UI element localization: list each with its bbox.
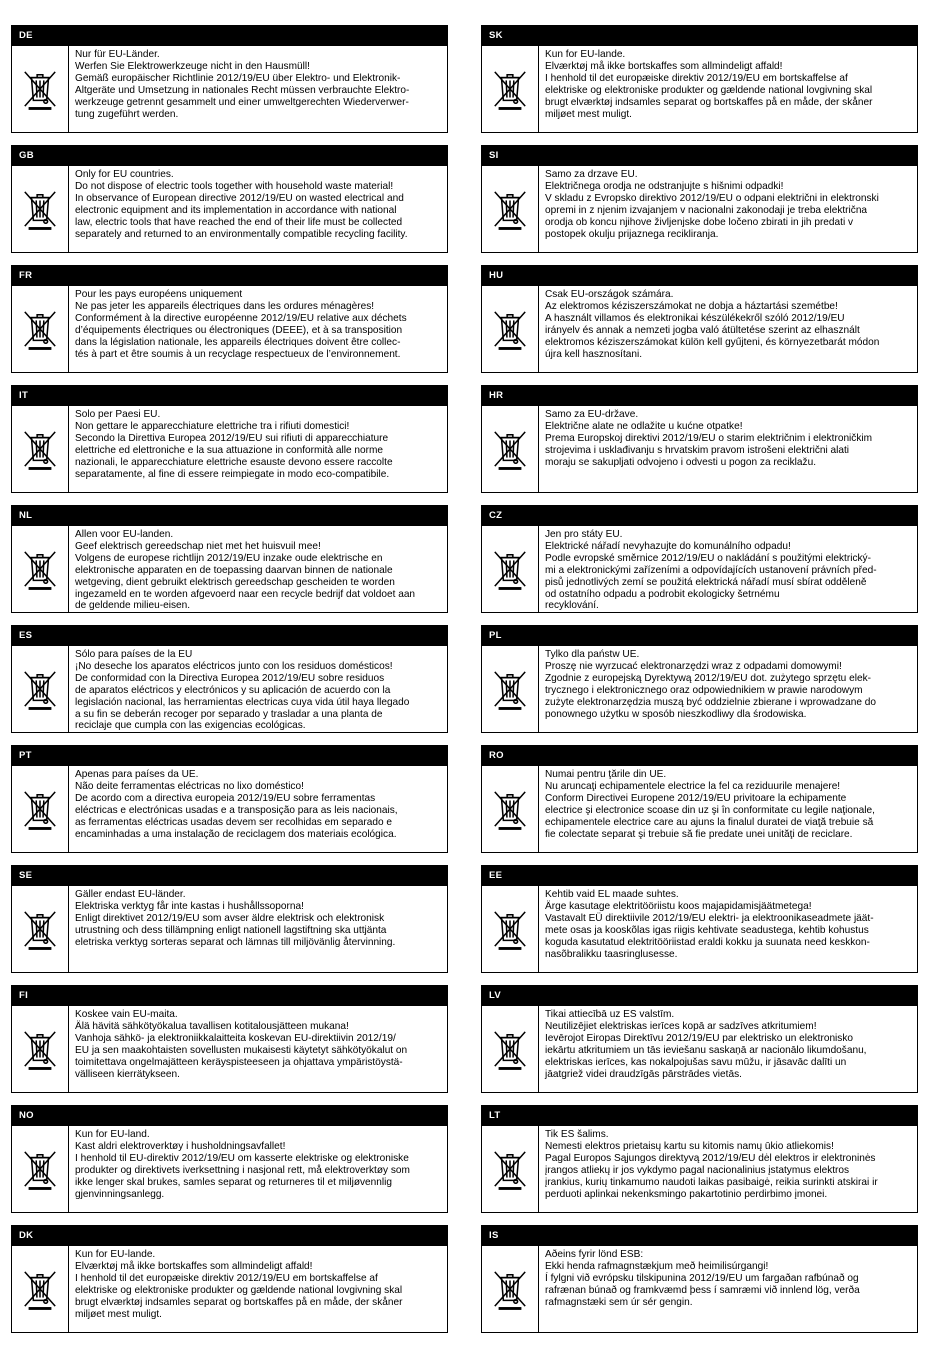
notice-text <box>69 46 447 132</box>
weee-section-es <box>11 625 448 733</box>
country-code: HR <box>482 385 917 406</box>
notice-text <box>69 286 447 372</box>
crossed-bin-icon <box>482 646 539 732</box>
country-code: FI <box>12 985 447 1006</box>
notice-paragraph: Gäller endast EU-länder. Elektriska verktyg får inte kastas i hushållssoporna! Enligt direktivet 2012/19/EU som avser äldre elektrisk och elektronisk utrustning och dess tillämpning enligt nationell lagstiftning ska uttjänta eletriska verktyg sorteras separat och lämnas till miljövänlig återvinning. <box>75 889 396 948</box>
weee-section-ro <box>481 745 918 853</box>
notice-text <box>539 646 917 732</box>
crossed-bin-icon <box>12 526 69 612</box>
notice-paragraph: Kun for EU-lande. Elværktøj må ikke bortskaffes som allmindeligt affald! I henhold til det europæiske direktiv 2012/19/EU em bortskaffelse af elektriske og elektroniske produkter og gældende national lovgivning skal brugt elværktøj indsamles separat og bortskaffes på en måde, der skåner miljøet mest muligt. <box>75 1249 403 1320</box>
notice-text <box>539 526 917 612</box>
notice-paragraph: Apenas para países da UE. Não deite ferramentas eléctricas no lixo doméstico! De acordo com a directiva europeia 2012/19/EU sobre ferramentas eléctricas e electrónicas usadas e a transposição para as leis nacionais, as ferramentas eléctricas usadas devem ser recolhidas em separado e encaminhadas a uma instalação de reciclagem dos materiais ecológica. <box>75 769 398 840</box>
weee-section-hu <box>481 265 918 373</box>
weee-section-ee <box>481 865 918 973</box>
notice-paragraph: Samo za EU-države. Električne alate ne odlažite u kućne otpatke! Prema Europskoj direktivi 2012/19/EU o starim električnim i elektroničkim strojevima i usklađivanju s hrvatskim pravom istrošeni električni alati moraju se sakupljati odvojeno i odvesti u pogon za reciklažu. <box>545 409 873 468</box>
left-column <box>11 25 448 1345</box>
crossed-bin-icon <box>12 1246 69 1332</box>
weee-section-dk <box>11 1225 448 1333</box>
notice-text <box>69 1126 447 1212</box>
weee-section-gb <box>11 145 448 253</box>
weee-section-se <box>11 865 448 973</box>
crossed-bin-icon <box>482 766 539 852</box>
crossed-bin-icon <box>482 526 539 612</box>
weee-section-is <box>481 1225 918 1333</box>
country-code: CZ <box>482 505 917 526</box>
notice-text <box>539 766 917 852</box>
notice-paragraph: Solo per Paesi EU. Non gettare le apparecchiature elettriche tra i rifiuti domestici! Secondo la Direttiva Europea 2012/19/EU sui rifiuti di apparecchiature elettriche ed elettroniche e la sua attuazione in conformità alle norme nazionali, le apparecchiature elettriche esauste devono essere raccolte separatamente, al fine di essere reimpiegate in modo eco-compatibile. <box>75 409 393 480</box>
notice-text <box>69 406 447 492</box>
notice-text <box>69 766 447 852</box>
weee-section-cz <box>481 505 918 613</box>
notice-text <box>539 406 917 492</box>
notice-text <box>69 886 447 972</box>
country-code: DK <box>12 1225 447 1246</box>
notice-paragraph: Kun for EU-lande. Elværktøj må ikke bortskaffes som allmindeligt affald! I henhold til det europæiske direktiv 2012/19/EU em bortskaffelse af elektriske og elektroniske produkter og gældende national lovgivning skal brugt elværktøj indsamles separat og bortskaffes på en måde, der skåner miljøet mest muligt. <box>545 49 873 120</box>
notice-text <box>539 1246 917 1332</box>
country-code: EE <box>482 865 917 886</box>
country-code: NL <box>12 505 447 526</box>
notice-paragraph: Pour les pays européens uniquement Ne pas jeter les appareils électriques dans les ordures ménagères! Conformément à la directive européenne 2012/19/EU relative aux déchets d’équipements électriques ou électroniques (DEEE), et à sa transposition dans la législation nationale, les appareils électriques doivent être collec- tés à part et être soumis à un recyclage respectueux de l’environnement. <box>75 289 407 360</box>
crossed-bin-icon <box>12 886 69 972</box>
weee-section-no <box>11 1105 448 1213</box>
notice-paragraph: Jen pro státy EU. Elektrické nářadí nevyhazujte do komunálního odpadu! Podle evropské směrnice 2012/19/EU o nakládání s použitými elektrický- mi a elektronickými zařízeními a odpovídajících ustanovení právních před- pisů jednotlivých zemí se použitá elektrická nářadí musí sbírat odděleně od ostatního odpadu a podrobit ekologicky šetrnému recyklování. <box>545 529 877 612</box>
crossed-bin-icon <box>482 286 539 372</box>
notice-text <box>69 166 447 252</box>
crossed-bin-icon <box>12 286 69 372</box>
weee-section-de <box>11 25 448 133</box>
notice-paragraph: Kehtib vaid EL maade suhtes. Ärge kasutage elektritööriistu koos majapidamisjäätmetega! Vastavalt EÜ direktiivile 2012/19/EU elektri- ja elektroonikaseadmete jäät- mete osas ja kooskõlas igas riigis kehtivate seadustega, kehtib kohustus koguda kasutatud elektritööriistad eraldi kokku ja suunata need keskkon- nasõbralikku taasringlusesse. <box>545 889 874 960</box>
country-code: ES <box>12 625 447 646</box>
country-code: GB <box>12 145 447 166</box>
weee-section-fr <box>11 265 448 373</box>
notice-text <box>539 286 917 372</box>
notice-text <box>539 1126 917 1212</box>
weee-section-it <box>11 385 448 493</box>
country-code: LV <box>482 985 917 1006</box>
notice-paragraph: Tikai attiecībā uz ES valstīm. Neutilizējiet elektriskas ierīces kopā ar sadzīves atkritumiem! Ievērojot Eiropas Direktīvu 2012/19/EU par elektrisko un elektronisko iekārtu atkritumiem un tās ieviešanu saskaņā ar nacionālo likumdošanu, elektriskas ierīces, kas nokalpojušas savu mūžu, ir jāsavāc dalīti un jāatgriež videi draudzīgās pārstrādes vietās. <box>545 1009 867 1080</box>
country-code: PL <box>482 625 917 646</box>
crossed-bin-icon <box>482 166 539 252</box>
weee-section-hr <box>481 385 918 493</box>
notice-text <box>539 46 917 132</box>
country-code: SK <box>482 25 917 46</box>
weee-section-sk <box>481 25 918 133</box>
notice-text <box>539 886 917 972</box>
crossed-bin-icon <box>482 886 539 972</box>
crossed-bin-icon <box>12 646 69 732</box>
country-code: IT <box>12 385 447 406</box>
right-column <box>481 25 918 1345</box>
crossed-bin-icon <box>12 46 69 132</box>
notice-paragraph: Kun for EU-land. Kast aldri elektroverktøy i husholdningsavfallet! I henhold til EU-direktiv 2012/19/EU om kasserte elektriske og elektroniske produkter og direktivets iverksettning i nasjonal rett, må elektroverktøy som ikke lenger skal brukes, samles separat og returneres til et miljøvennlig gjenvinningsanlegg. <box>75 1129 410 1200</box>
notice-text <box>539 1006 917 1092</box>
country-code: PT <box>12 745 447 766</box>
notice-text <box>69 1246 447 1332</box>
country-code: LT <box>482 1105 917 1126</box>
notice-paragraph: Csak EU-országok számára. Az elektromos kéziszerszámokat ne dobja a háztartási szemétbe! A használt villamos és elektronikai készülékekről szóló 2012/19/EU irányelv és annak a nemzeti jogba való átültetése szerint az elhasznált elektromos kéziszerszámokat külön kell gyűjteni, és környezetbarát módon újra kell hasznosítani. <box>545 289 880 360</box>
notice-paragraph: Nur für EU-Länder. Werfen Sie Elektrowerkzeuge nicht in den Hausmüll! Gemäß europäischer Richtlinie 2012/19/EU über Elektro- und Elektronik- Altgeräte und Umsetzung in nationales Recht müssen verbrauchte Elektro- werkzeuge getrennt gesammelt und einer umweltgerechten Wiederverwer- tung zugeführt werden. <box>75 49 410 120</box>
weee-section-fi <box>11 985 448 1093</box>
notice-paragraph: Tik ES šalims. Nemesti elektros prietaisų kartu su kitomis namų ūkio atliekomis! Pagal Europos Sąjungos direktyvą 2012/19/EU dėl elektros ir elektroninės įrangos atliekų ir jos vykdymo pagal nacionalinius įstatymus elektros įrankius, kurių tinkamumo naudoti laikas pasibaigė, reikia surinkti atskirai ir perduoti aplinkai nekenksmingo pakartotinio perdirbimo įmonei. <box>545 1129 878 1200</box>
country-code: RO <box>482 745 917 766</box>
crossed-bin-icon <box>482 1006 539 1092</box>
notice-text <box>539 166 917 252</box>
crossed-bin-icon <box>482 1246 539 1332</box>
weee-section-pt <box>11 745 448 853</box>
crossed-bin-icon <box>12 166 69 252</box>
notice-text <box>69 646 447 732</box>
notice-paragraph: Allen voor EU-landen. Geef elektrisch gereedschap niet met het huisvuil mee! Volgens de europese richtlijn 2012/19/EU inzake oude elektrische en elektronische apparaten en de toepassing daarvan binnen de nationale wetgeving, dient gebruikt elektrisch gereedschap gescheiden te worden ingezameld en te worden afgevoerd naar een recycle bedrijf dat voldoet aan de geldende milieu-eisen. <box>75 529 416 612</box>
notice-paragraph: Samo za drzave EU. Električnega orodja ne odstranjujte s hišnimi odpadki! V skladu z Evropsko direktivo 2012/19/EU o odpani električni in elektronski opremi in z njenim izvajanjem v nacionalni zakonodaji je treba električna orodja ob koncu njihove življenjske dobe ločeno zbirati in jih predati v postopek okulju prijaznega recikliranja. <box>545 169 879 240</box>
crossed-bin-icon <box>12 406 69 492</box>
country-code: HU <box>482 265 917 286</box>
country-code: DE <box>12 25 447 46</box>
weee-section-lv <box>481 985 918 1093</box>
notice-paragraph: Aðeins fyrir lönd ESB: Ekki henda rafmagnstækjum með heimilisúrgangi! Í fylgni við evrópsku tilskipunina 2012/19/EU um fargaðan rafbúnað og rafrænan búnað og framkvæmd þess í samræmi við innlend lög, verða rafmagnstæki sem úr sér gengin. <box>545 1249 860 1308</box>
country-code: SE <box>12 865 447 886</box>
notice-text <box>69 1006 447 1092</box>
crossed-bin-icon <box>482 46 539 132</box>
country-code: NO <box>12 1105 447 1126</box>
crossed-bin-icon <box>482 406 539 492</box>
crossed-bin-icon <box>12 1006 69 1092</box>
crossed-bin-icon <box>12 1126 69 1212</box>
notice-text <box>69 526 447 612</box>
weee-section-nl <box>11 505 448 613</box>
weee-section-si <box>481 145 918 253</box>
country-code: FR <box>12 265 447 286</box>
notice-paragraph: Koskee vain EU-maita. Älä hävitä sähkötyökalua tavallisen kotitalousjätteen mukana! Vanhoja sähkö- ja elektroniikkalaitteita koskevan EU-direktiivin 2012/19/ EU ja sen maakohtaisten sovellusten mukaisesti käytetyt sähkötyökalut on toimitettava ongelmajätteen keräyspisteeseen ja ohjattava ympäristöystä- välliseen kierrätykseen. <box>75 1009 408 1080</box>
crossed-bin-icon <box>482 1126 539 1212</box>
country-code: SI <box>482 145 917 166</box>
notice-paragraph: Only for EU countries. Do not dispose of electric tools together with household waste material! In observance of European directive 2012/19/EU on wasted electrical and electronic equipment and its implementation in accordance with national law, electric tools that have reached the end of their life must be collected separately and returned to an environmentally compatible recycling facility. <box>75 169 408 240</box>
notice-paragraph: Tylko dla państw UE. Proszę nie wyrzucać elektronarzędzi wraz z odpadami domowymi! Zgodnie z europejską Dyrektywą 2012/19/EU dot. zużytego sprzętu elek- trycznego i elektronicznego oraz odpowiednikiem w prawie narodowym zużyte elektronarzędzia muszą być oddzielnie zbierane i wprowadzane do ponownego użytku w sposób nieszkodliwy dla środowiska. <box>545 649 877 720</box>
crossed-bin-icon <box>12 766 69 852</box>
notice-paragraph: Numai pentru ţările din UE. Nu aruncaţi echipamentele electrice la fel ca reziduurile menajere! Conform Directivei Europene 2012/19/EU privitoare la echipamente electrice şi electronice scoase din uz şi în conformitate cu legile naţionale, echipamentele electrice care au ajuns la finalul duratei de viaţă trebuie să fie colectate separat şi trebuie să fie predate unei unităţi de reciclare. <box>545 769 875 840</box>
weee-section-lt <box>481 1105 918 1213</box>
weee-section-pl <box>481 625 918 733</box>
notice-paragraph: Sólo para países de la EU ¡No deseche los aparatos eléctricos junto con los residuos domésticos! De conformidad con la Directiva Europea 2012/19/EU sobre residuos de aparatos eléctricos y electrónicos y su aplicación de acuerdo con la legislación nacional, las herramientas electricas cuya vida útil haya llegado a su fin se deberán recoger por separado y trasladar a una planta de reciclaje que cumpla con las exigencias ecológicas. <box>75 649 410 732</box>
country-code: IS <box>482 1225 917 1246</box>
